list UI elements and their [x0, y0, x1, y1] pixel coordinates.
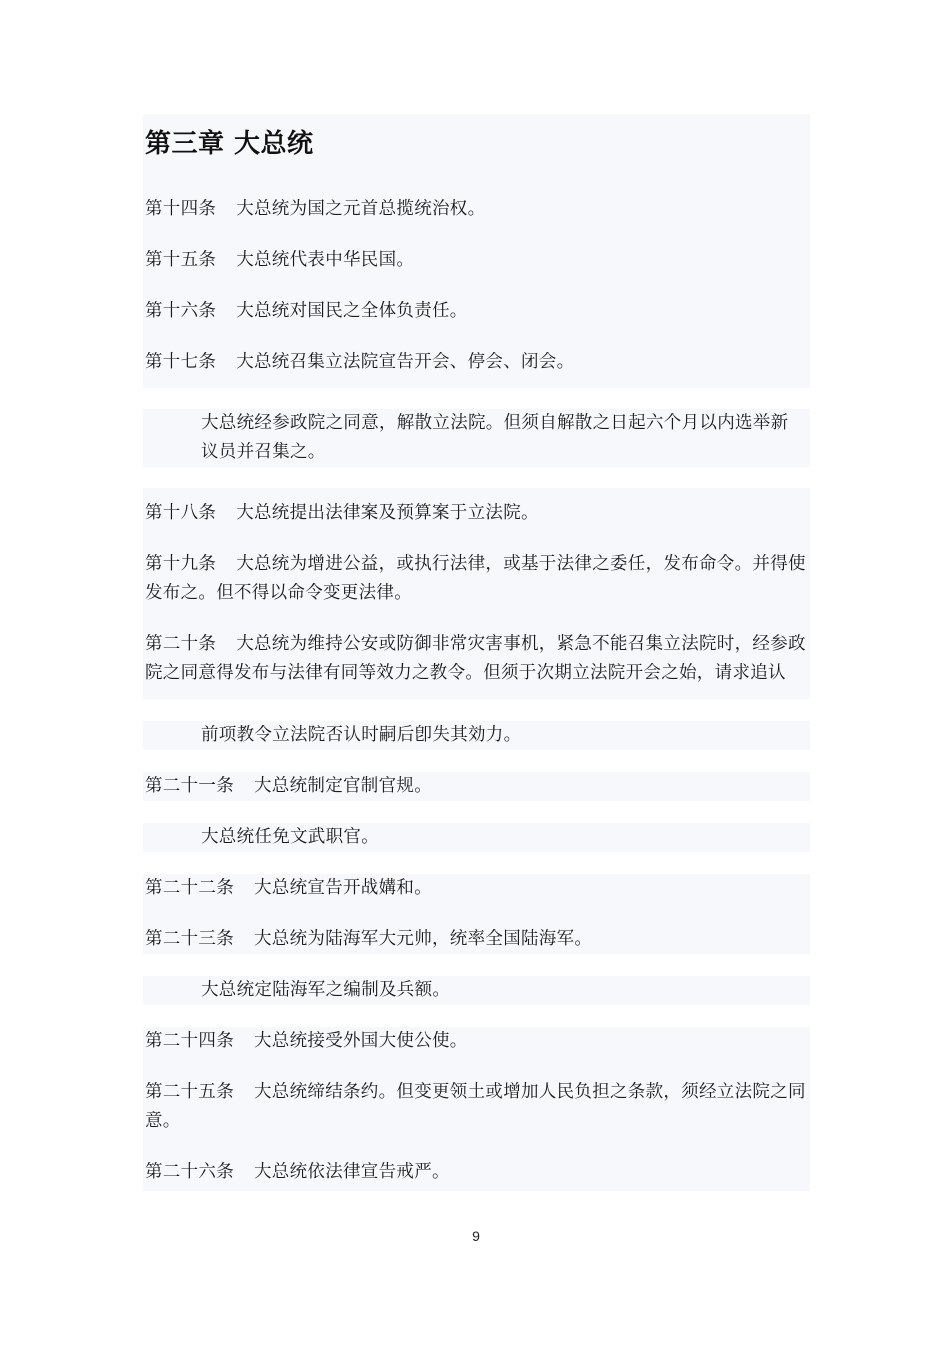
article-17-clause-2: 大总统经参政院之同意，解散立法院。但须自解散之日起六个月以内选举新议员并召集之。	[143, 409, 810, 467]
article-23	[143, 914, 810, 954]
article-number: 第二十五条	[145, 1082, 234, 1102]
article-number: 第二十条	[145, 634, 217, 654]
article-text: 大总统依法律宣告戒严。	[254, 1162, 450, 1182]
article-20-clause-wrap	[143, 699, 810, 750]
chapter-content	[143, 114, 810, 1191]
article-21-clause-2: 大总统任免文武职官。	[143, 823, 810, 852]
chapter-section-3	[143, 772, 810, 801]
article-24	[143, 1027, 810, 1067]
article-number: 第二十二条	[145, 878, 234, 898]
article-number: 第十五条	[145, 250, 217, 270]
article-number: 第十七条	[145, 352, 217, 372]
article-23-clause-wrap	[143, 954, 810, 1005]
article-text: 大总统提出法律案及预算案于立法院。	[236, 503, 539, 523]
article-text: 大总统接受外国大使公使。	[254, 1031, 468, 1051]
article-number: 第二十一条	[145, 776, 234, 796]
article-number: 第二十四条	[145, 1031, 234, 1051]
article-21	[143, 772, 810, 801]
page-number: 9	[472, 1228, 480, 1244]
article-number: 第二十三条	[145, 929, 234, 949]
article-number: 第十九条	[145, 554, 217, 574]
article-text: 大总统为维持公安或防御非常灾害事机，紧急不能召集立法院时，经参政院之同意得发布与法律有同等效力之教令。但须于次期立法院开会之始，请求追认	[145, 634, 806, 683]
article-number: 第十四条	[145, 199, 217, 219]
article-text: 大总统为国之元首总揽统治权。	[236, 199, 486, 219]
article-21-clause-wrap	[143, 801, 810, 852]
article-text: 大总统对国民之全体负责任。	[236, 301, 468, 321]
article-16	[143, 286, 810, 337]
article-17-clause-wrap	[143, 388, 810, 488]
article-text: 大总统宣告开战媾和。	[254, 878, 432, 898]
article-15	[143, 235, 810, 286]
article-17	[143, 337, 810, 388]
article-number: 第十八条	[145, 503, 217, 523]
article-18	[143, 488, 810, 539]
chapter-section-5	[143, 1027, 810, 1191]
article-text: 大总统为陆海军大元帅，统率全国陆海军。	[254, 929, 593, 949]
article-20-clause-2: 前项教令立法院否认时嗣后卽失其効力。	[143, 721, 810, 750]
article-26	[143, 1147, 810, 1191]
article-20	[143, 619, 810, 699]
article-text: 大总统缔结条约。但变更领土或增加人民负担之条款，须经立法院之同意。	[145, 1082, 806, 1131]
chapter-section-1	[143, 114, 810, 388]
chapter-title: 第三章 大总统	[145, 129, 314, 159]
article-14	[143, 184, 810, 235]
chapter-section-2	[143, 488, 810, 699]
article-text: 大总统召集立法院宣告开会、停会、闭会。	[236, 352, 575, 372]
article-19	[143, 539, 810, 619]
article-text: 大总统为增进公益，或执行法律，或基于法律之委任，发布命令。并得使发布之。但不得以命令变更法律。	[145, 554, 806, 603]
article-number: 第十六条	[145, 301, 217, 321]
article-number: 第二十六条	[145, 1162, 234, 1182]
chapter-section-4	[143, 874, 810, 954]
article-22	[143, 874, 810, 914]
article-25	[143, 1067, 810, 1147]
article-text: 大总统制定官制官规。	[254, 776, 432, 796]
article-23-clause-2: 大总统定陆海军之编制及兵额。	[143, 976, 810, 1005]
article-text: 大总统代表中华民国。	[236, 250, 415, 270]
